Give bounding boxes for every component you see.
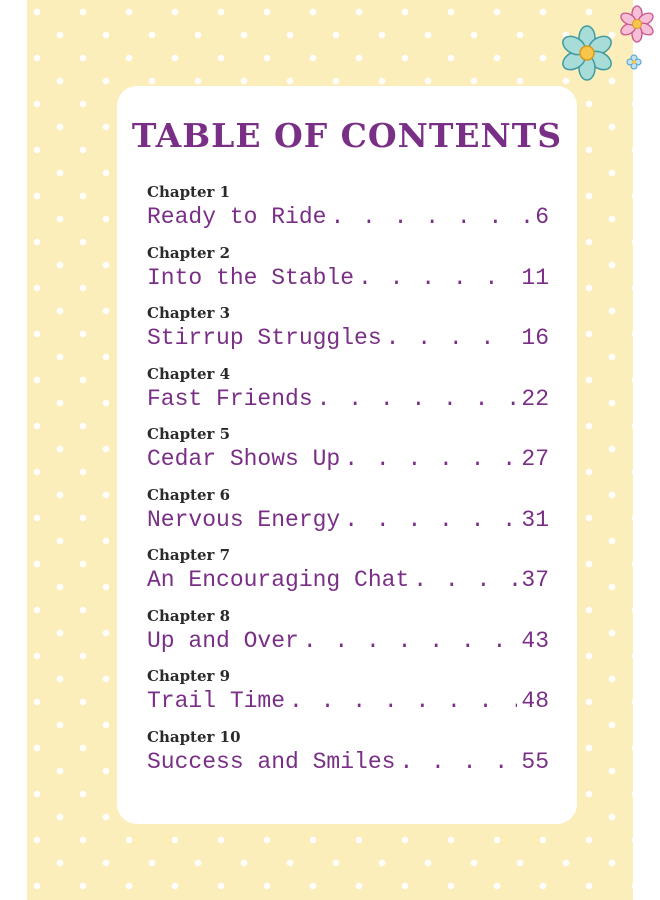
toc-entry[interactable] — [147, 243, 549, 304]
chapter-label: Chapter 8 — [147, 606, 231, 625]
flower-decoration — [555, 0, 660, 90]
pink-flower-icon — [619, 6, 655, 42]
toc-entry[interactable] — [147, 545, 549, 606]
page-number: 37 — [521, 567, 549, 593]
page-number: 43 — [521, 627, 549, 654]
dot-leader — [317, 384, 518, 414]
toc-entry[interactable] — [147, 182, 549, 243]
chapter-label: Chapter 9 — [147, 667, 231, 685]
chapter-label: Chapter 4 — [147, 364, 231, 383]
page-number: 48 — [521, 688, 549, 714]
toc-entry[interactable] — [147, 666, 549, 727]
dot-leader — [399, 747, 517, 777]
chapter-title: Ready to Ride — [147, 204, 327, 230]
toc-entry[interactable] — [147, 727, 549, 788]
chapter-label: Chapter 2 — [147, 243, 231, 262]
page-title: TABLE OF CONTENTS — [131, 116, 563, 155]
chapter-title: Cedar Shows Up — [147, 446, 341, 472]
chapter-title: An Encouraging Chat — [147, 567, 410, 593]
toc-list — [147, 182, 549, 787]
dot-leader — [344, 505, 517, 535]
page-number: 55 — [521, 748, 549, 775]
chapter-label: Chapter 6 — [147, 485, 231, 504]
chapter-title: Stirrup Struggles — [147, 325, 382, 351]
toc-entry[interactable] — [147, 424, 549, 485]
toc-entry[interactable] — [147, 364, 549, 425]
page-number: 27 — [521, 446, 549, 472]
chapter-label: Chapter 1 — [147, 183, 231, 201]
dot-leader — [289, 686, 517, 716]
chapter-label: Chapter 10 — [147, 727, 241, 746]
book-page — [27, 0, 633, 900]
dot-leader — [413, 565, 517, 595]
contents-card — [117, 86, 577, 824]
dot-leader — [386, 323, 518, 353]
chapter-title: Fast Friends — [147, 385, 313, 412]
dot-leader — [344, 444, 517, 474]
chapter-title: Up and Over — [147, 627, 299, 654]
chapter-label: Chapter 3 — [147, 304, 231, 322]
dot-leader — [330, 202, 531, 232]
chapter-title: Nervous Energy — [147, 506, 341, 533]
chapter-title: Into the Stable — [147, 264, 355, 291]
chapter-title: Trail Time — [147, 688, 286, 714]
page-number: 16 — [521, 325, 549, 351]
dot-leader — [358, 263, 517, 293]
small-blue-flower-icon — [627, 55, 641, 69]
dot-leader — [303, 626, 518, 656]
page-number: 11 — [521, 264, 549, 291]
toc-entry[interactable] — [147, 303, 549, 364]
teal-flower-icon — [560, 26, 615, 80]
page-number: 22 — [521, 385, 549, 412]
toc-entry[interactable] — [147, 606, 549, 667]
page-number: 6 — [535, 204, 549, 230]
chapter-title: Success and Smiles — [147, 748, 396, 775]
chapter-label: Chapter 7 — [147, 546, 231, 564]
chapter-label: Chapter 5 — [147, 425, 231, 443]
page-number: 31 — [521, 506, 549, 533]
toc-entry[interactable] — [147, 485, 549, 546]
